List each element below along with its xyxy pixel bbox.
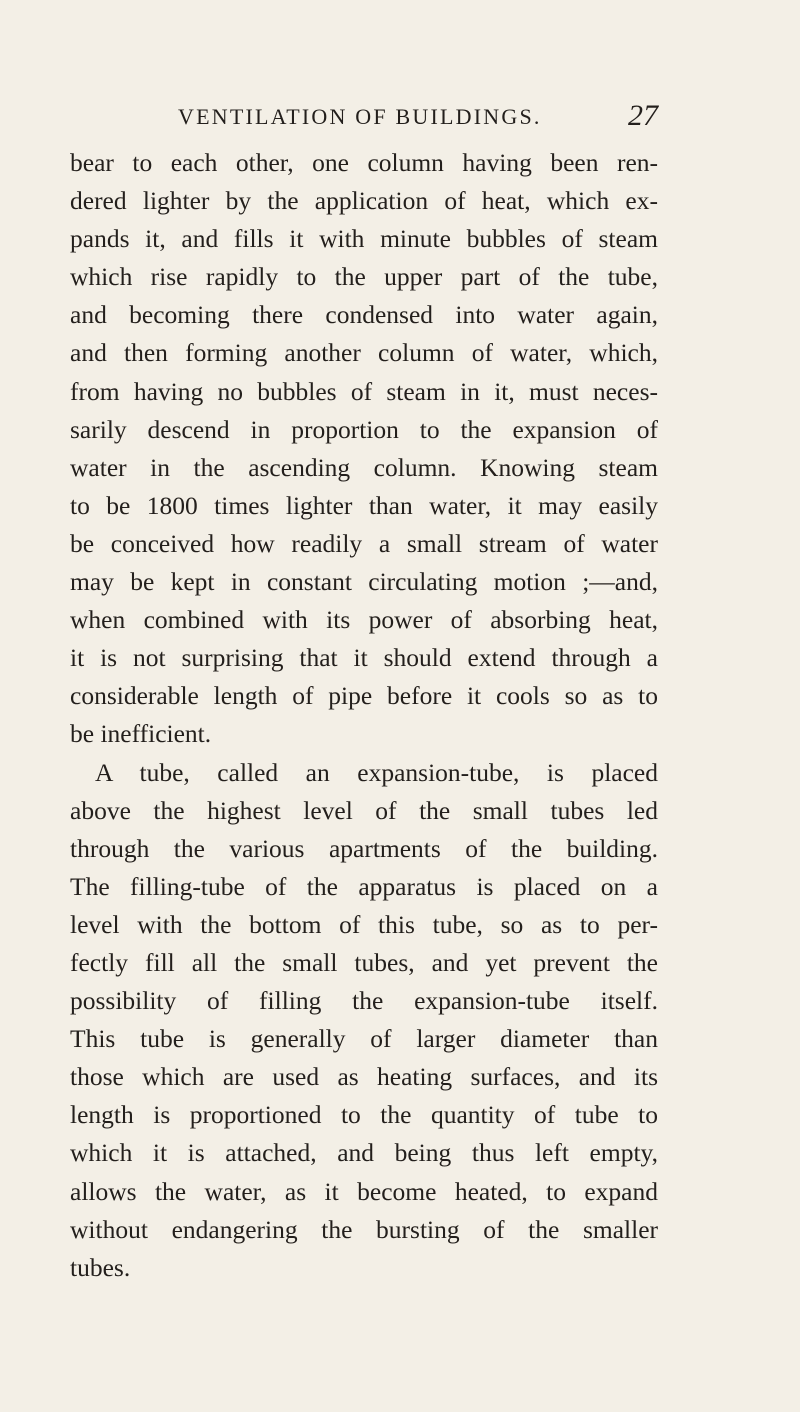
text-line: to be 1800 times lighter than water, it may easily [70, 490, 658, 520]
text-line: dered lighter by the application of heat, which ex- [70, 186, 658, 216]
text-line: without endangering the bursting of the smaller [70, 1214, 658, 1244]
text-line: allows the water, as it become heated, to expand [70, 1176, 658, 1206]
text-line: pands it, and fills it with minute bubbles of steam [70, 224, 658, 254]
text-line: above the highest level of the small tubes led [70, 795, 658, 825]
body-text [70, 144, 658, 1287]
text-line: from having no bubbles of steam in it, must neces- [70, 376, 658, 406]
running-head [178, 99, 658, 134]
text-line: The filling-tube of the apparatus is placed on a [70, 871, 658, 901]
text-line: level with the bottom of this tube, so as to per- [70, 909, 658, 939]
text-line: be inefficient. [70, 719, 212, 749]
text-line: possibility of filling the expansion-tube itself. [70, 986, 658, 1016]
text-line: and then forming another column of water, which, [70, 338, 658, 368]
text-line: A tube, called an expansion-tube, is placed [95, 757, 658, 787]
text-line: tubes. [70, 1252, 131, 1282]
text-line: which it is attached, and being thus left empty, [70, 1138, 658, 1168]
page-number: 27 [628, 99, 658, 132]
text-line: bear to each other, one column having been ren- [70, 148, 658, 177]
text-line: fectly fill all the small tubes, and yet prevent the [70, 947, 658, 977]
text-line: may be kept in constant circulating motion ;—and, [70, 567, 658, 597]
text-line: length is proportioned to the quantity of tube to [70, 1100, 658, 1130]
text-line: be conceived how readily a small stream of water [70, 528, 658, 558]
text-line: when combined with its power of absorbing heat, [70, 605, 658, 635]
text-line: This tube is generally of larger diameter than [70, 1024, 658, 1054]
text-line: considerable length of pipe before it cools so as to [70, 681, 658, 711]
text-line: and becoming there condensed into water again, [70, 300, 658, 330]
text-line: which rise rapidly to the upper part of the tube, [70, 262, 658, 292]
text-line: those which are used as heating surfaces, and its [70, 1062, 658, 1092]
text-line: through the various apartments of the building. [70, 833, 658, 863]
text-line: it is not surprising that it should extend through a [70, 643, 658, 673]
text-line: water in the ascending column. Knowing steam [70, 452, 658, 482]
text-line: sarily descend in proportion to the expansion of [70, 414, 658, 444]
running-title: VENTILATION OF BUILDINGS. [178, 104, 542, 129]
